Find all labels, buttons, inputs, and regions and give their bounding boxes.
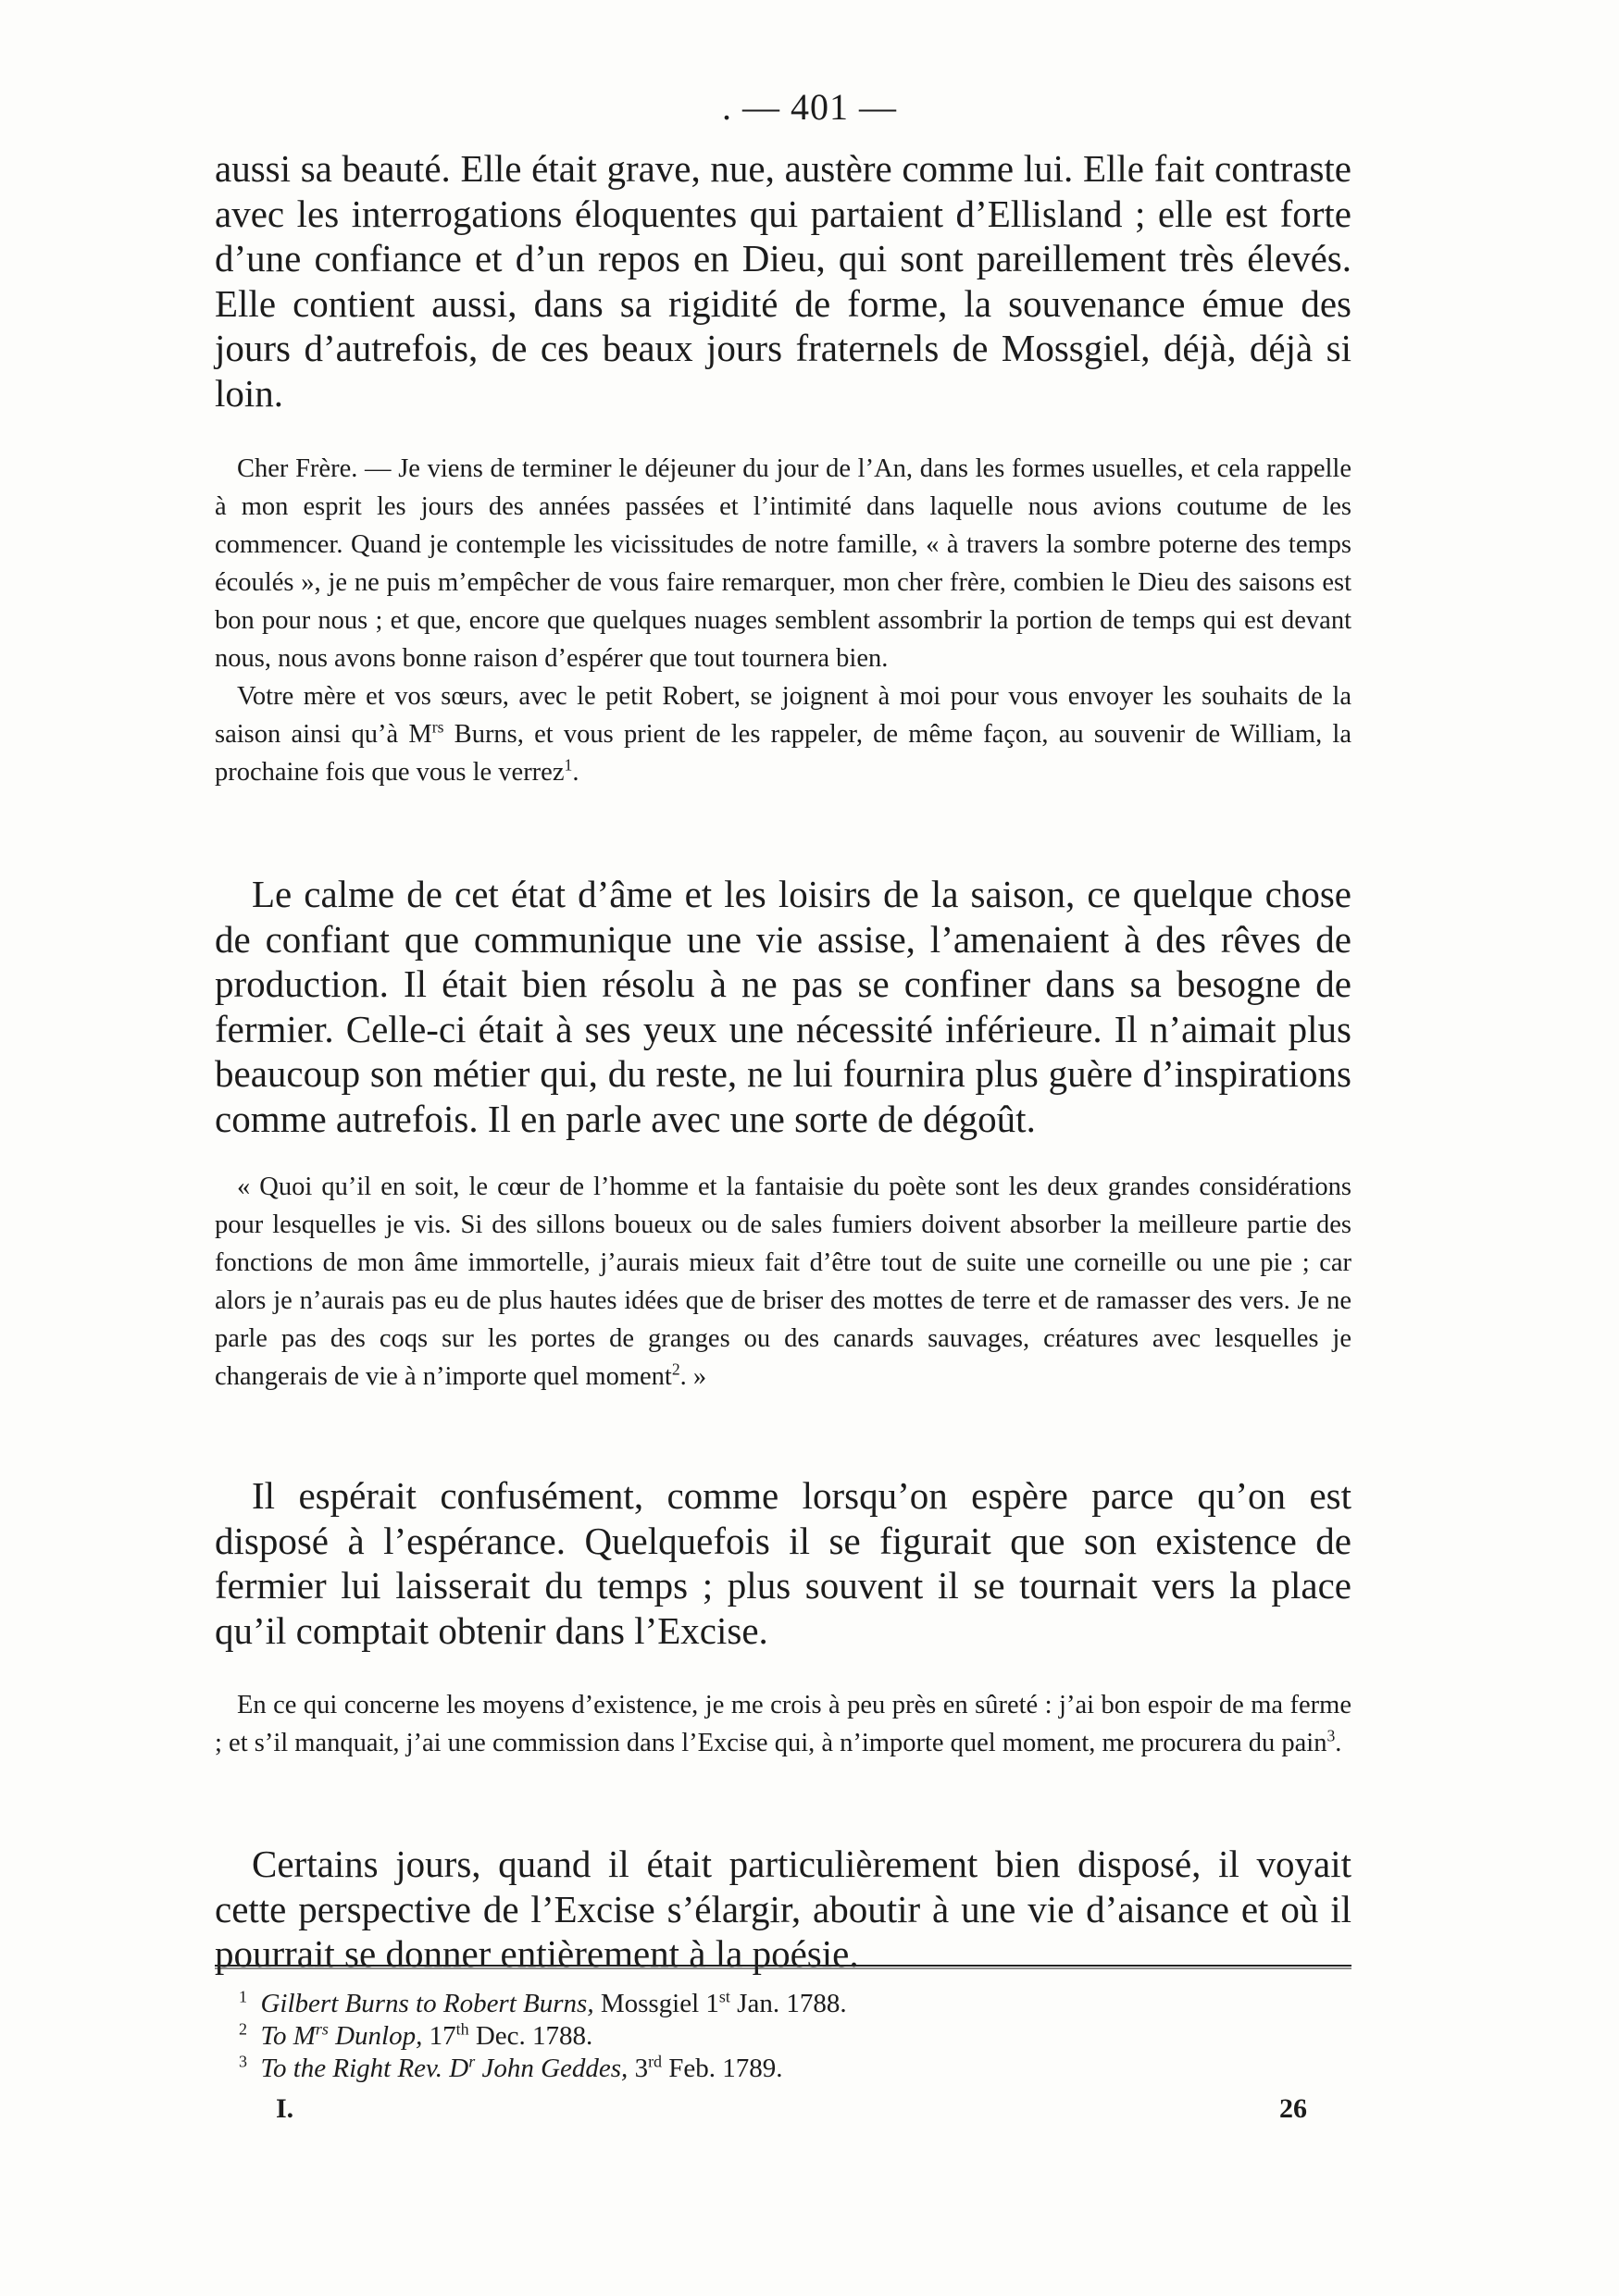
footnote-2 — [239, 2020, 1331, 2053]
footnote-place: 17 — [422, 2021, 456, 2051]
footnote-date: Feb. 1789. — [662, 2054, 783, 2083]
quote-text: Cher Frère. — Je viens de terminer le déjeuner du jour de l’An, dans les formes usuelles, et cela rappelle à mon esprit les jours des années passées et l’intimité dans laquelle nous avions coutume de les commencer. Quand je contemple les vicissitudes de notre famille, « à travers la sombre poterne des temps écoulés », je ne puis m’empêcher de vous faire remarquer, mon cher frère, combien le Dieu des saisons est bon pour nous ; et que, encore que quelques nuages semblent assombrir la portion de temps qui est devant nous, nous avons bonne raison d’espérer que tout tournera bien. — [215, 454, 1351, 673]
superscript: rs — [431, 717, 444, 737]
paragraph-text: Certains jours, quand il était particulièrement bien disposé, il voyait cette perspective de l’Excise s’élargir, aboutir à une vie d’aisance et où il pourrait se donner entièrement à la poésie. — [215, 1843, 1351, 1975]
quote-text-part: « Quoi qu’il en soit, le cœur de l’homme et la fantaisie du poète sont les deux grandes considérations pour lesquelles je vis. Si des sillons boueux ou de sales fumiers doivent absorber la meilleure partie des fonctions de mon âme immortelle, j’aurais mieux fait d’être tout de suite une corneille ou une pie ; car alors je n’aurais pas eu de plus hautes idées que de briser des mottes de terre et de ramasser des vers. Je ne parle pas des coqs sur les portes de granges ou des canards sauvages, créatures avec lesquelles je changerais de vie à n’importe quel moment — [215, 1173, 1351, 1391]
footnotes — [239, 1988, 1331, 2085]
quote-text — [215, 677, 1351, 791]
signature-mark: I. — [276, 2093, 294, 2124]
footnote-title-rest: John Geddes, — [475, 2054, 629, 2083]
page-number: . — 401 — — [722, 86, 897, 128]
paragraph-1 — [215, 146, 1351, 416]
footnote-ref: 2 — [671, 1359, 680, 1379]
footnote-date: Jan. 1788. — [729, 1989, 847, 2018]
quote-text — [215, 1686, 1351, 1762]
superscript: rd — [648, 2052, 663, 2071]
footnote-place: Mossgiel 1 — [593, 1989, 719, 2018]
paragraph-text: Il espérait confusément, comme lorsqu’on espère parce qu’on est disposé à l’espérance. Quelquefois il se figurait que son existence de fermier lui laisserait du temps ; plus souvent il se tournait vers la place qu’il comptait obtenir dans l’Excise. — [215, 1474, 1351, 1652]
quote-text-part: En ce qui concerne les moyens d’existence, je me crois à peu près en sûreté : j’ai bon espoir de ma ferme ; et s’il manquait, j’ai une commission dans l’Excise qui, à n’importe quel moment, me procurera du pain — [215, 1691, 1351, 1757]
quote-text-part: Burns, et vous prient de les rappeler, de même façon, au souvenir de William, la prochaine fois que vous le verrez — [215, 720, 1351, 787]
superscript: th — [455, 2019, 469, 2039]
paragraph-2 — [215, 872, 1351, 1141]
paragraph-text: aussi sa beauté. Elle était grave, nue, austère comme lui. Elle fait contraste avec les interrogations éloquentes qui partaient d’Ellisland ; elle est forte d’une confiance et d’un repos en Dieu, qui sont pareillement très élevés. Elle contient aussi, dans sa rigidité de forme, la souvenance émue des jours d’autrefois, de ces beaux jours fraternels de Mossgiel, déjà, déjà si loin. — [215, 147, 1351, 415]
superscript: r — [468, 2052, 476, 2071]
footnote-place: 3 — [628, 2054, 649, 2083]
paragraph-4 — [215, 1842, 1351, 1977]
quote-text-part: . — [572, 758, 579, 787]
footnote-title-rest: Dunlop, — [328, 2021, 423, 2051]
footnote-title: To M — [260, 2021, 316, 2051]
paragraph-text: Le calme de cet état d’âme et les loisirs de la saison, ce quelque chose de confiant que communique une vie assise, l’amenaient à des rêves de production. Il était bien résolu à ne pas se confiner dans sa besogne de fermier. Celle-ci était à ses yeux une nécessité inférieure. Il n’aimait plus beaucoup son métier qui, du reste, ne lui fournira plus guère d’inspirations comme autrefois. Il en parle avec une sorte de dégoût. — [215, 873, 1351, 1140]
footnote-1 — [239, 1988, 1331, 2020]
superscript: st — [718, 1987, 730, 2006]
superscript: rs — [315, 2019, 329, 2039]
quote-text-part: . » — [679, 1362, 707, 1391]
footnote-title: To the Right Rev. D — [260, 2054, 469, 2083]
footnote-number: 3 — [239, 2052, 247, 2071]
signature-sheet-number: 26 — [1279, 2093, 1307, 2124]
footnote-number: 2 — [239, 2019, 247, 2039]
quote-text-part: . — [1335, 1729, 1342, 1757]
letter-quote-3 — [215, 1686, 1351, 1762]
footnote-rule — [215, 1964, 1351, 1969]
quote-text-part: Votre mère et vos sœurs, avec le petit Robert, se joignent à moi pour vous envoyer les souhaits de la saison ainsi qu’à M — [215, 682, 1351, 749]
footnote-title: Gilbert Burns to Robert Burns, — [260, 1989, 594, 2018]
footnote-number: 1 — [239, 1987, 247, 2006]
footnote-date: Dec. 1788. — [468, 2021, 593, 2051]
letter-quote-2 — [215, 1168, 1351, 1396]
paragraph-3 — [215, 1473, 1351, 1653]
footnote-3 — [239, 2053, 1331, 2085]
footnote-ref: 3 — [1326, 1726, 1336, 1745]
footnote-ref: 1 — [564, 755, 573, 775]
quote-text — [215, 1168, 1351, 1396]
letter-quote-1 — [215, 450, 1351, 791]
